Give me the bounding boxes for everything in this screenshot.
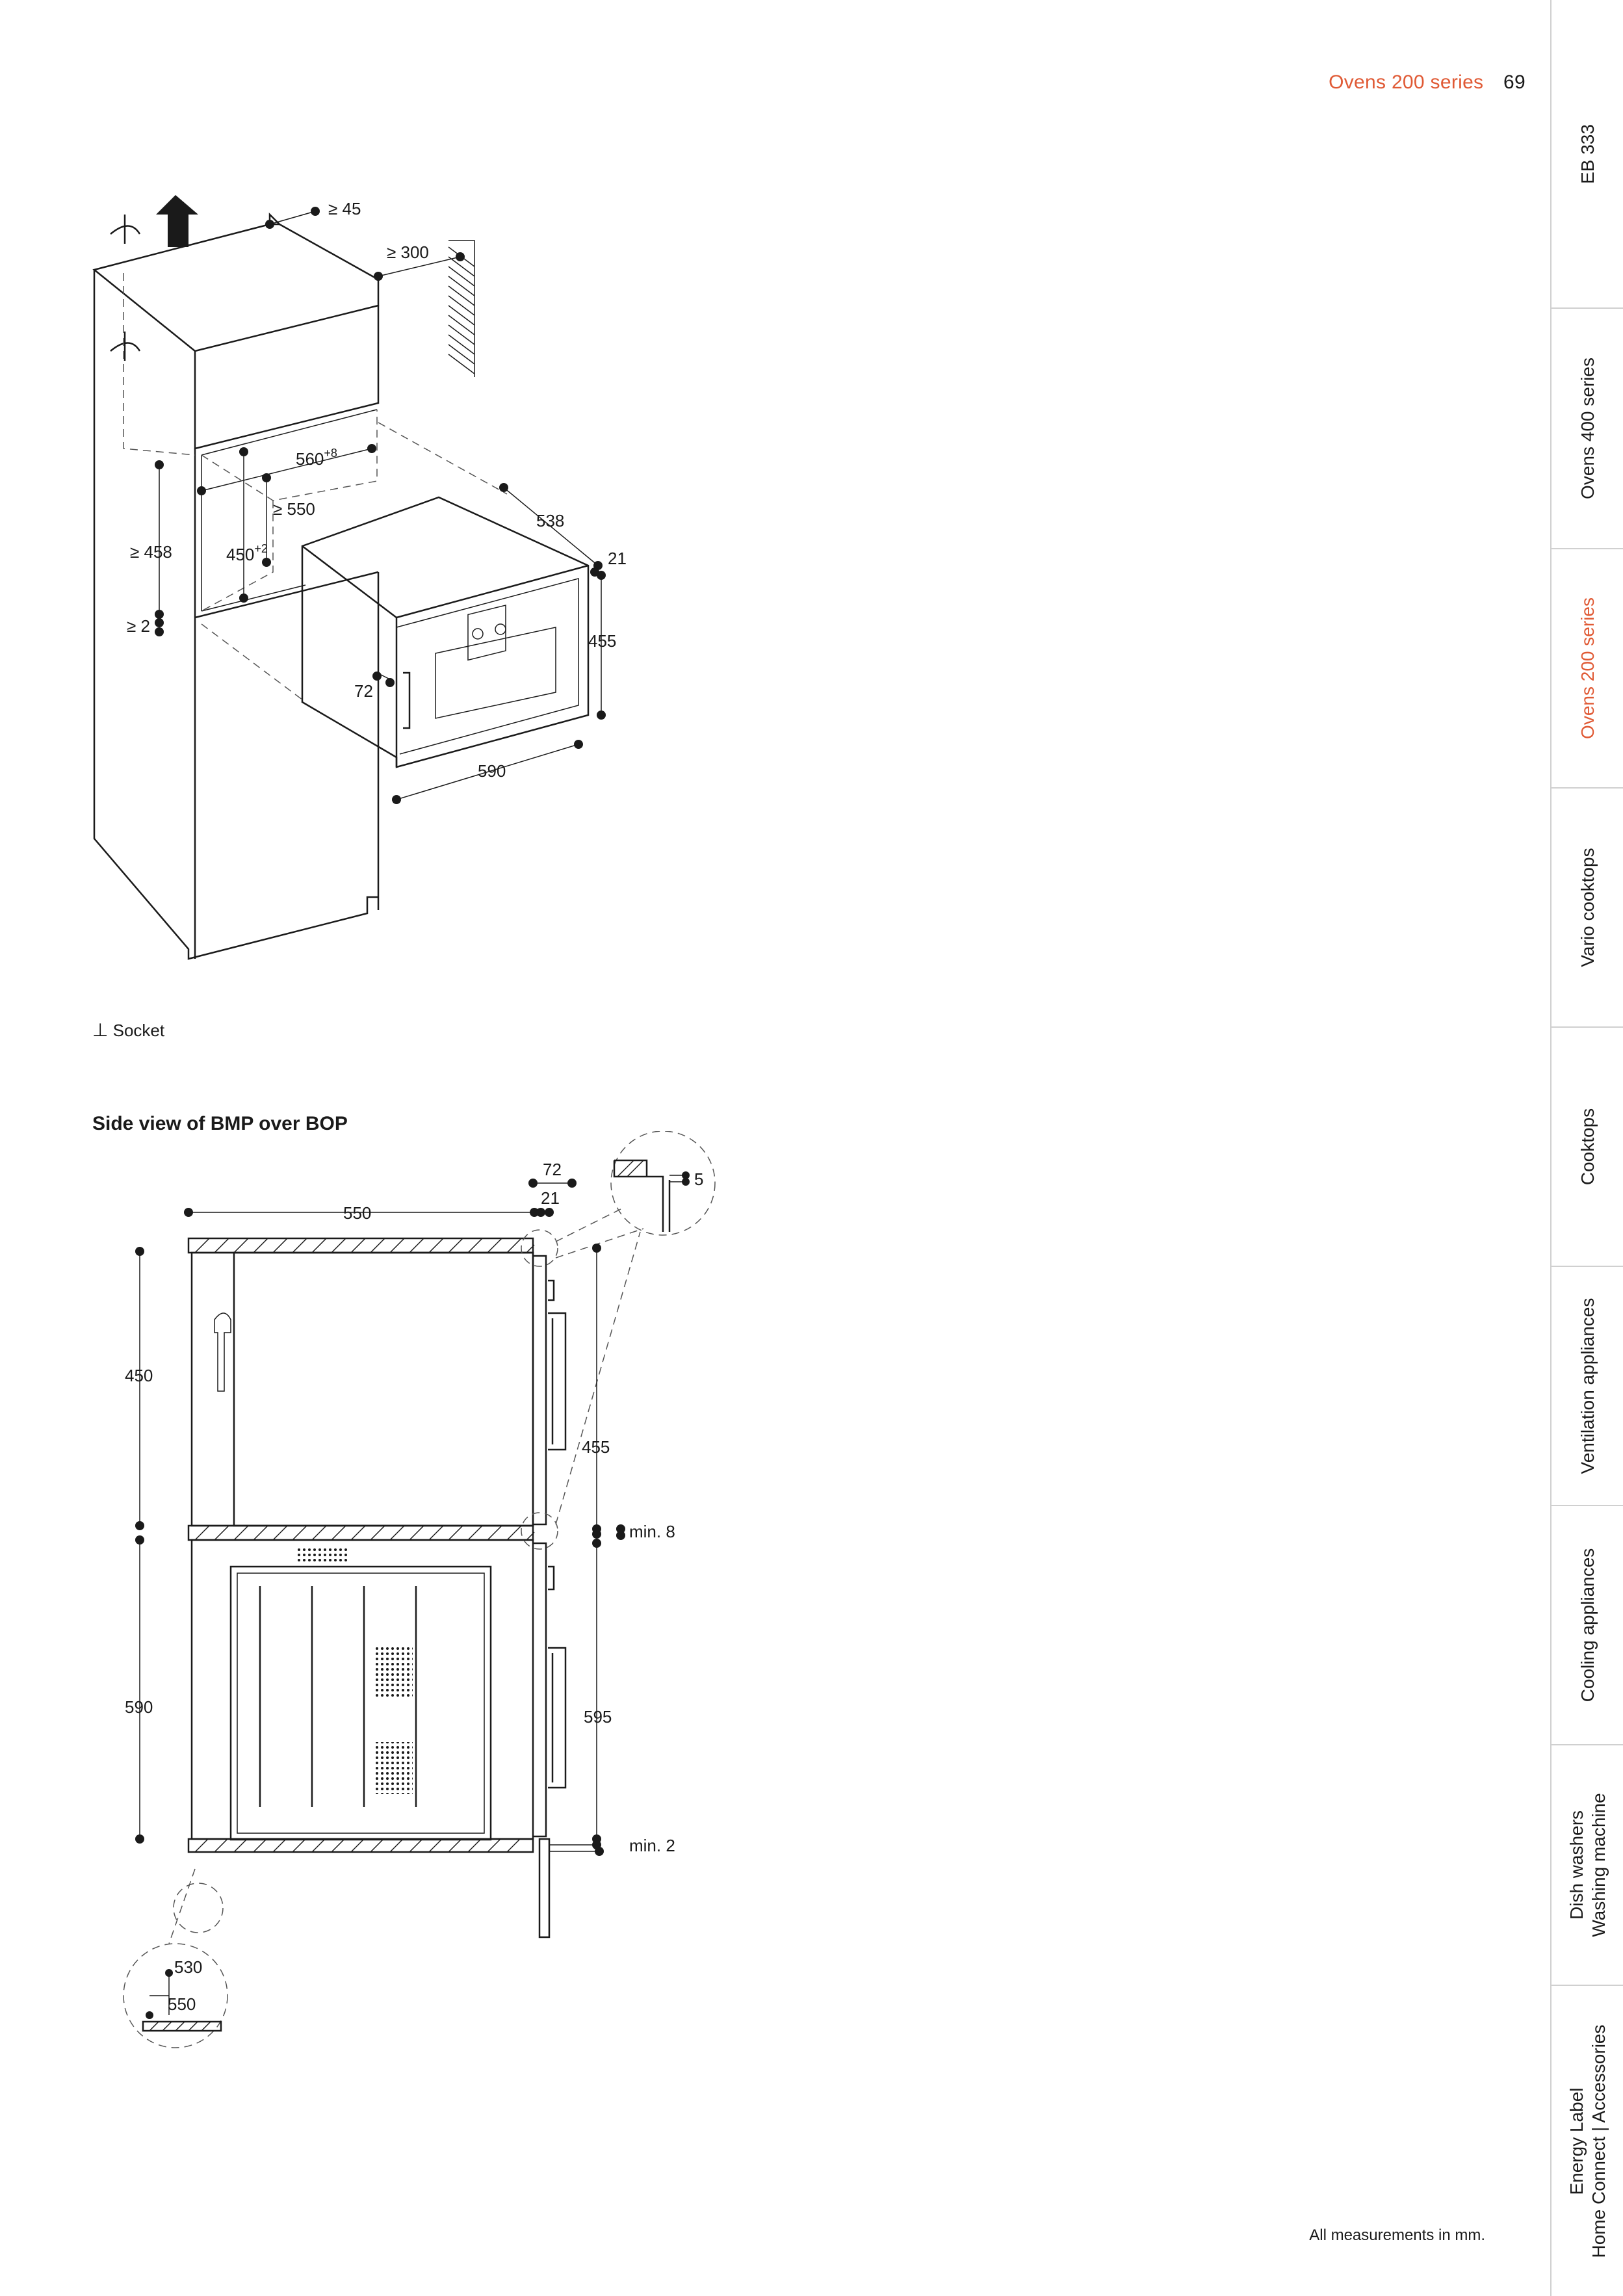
socket-icon: ⊥ bbox=[92, 1020, 109, 1040]
hatched-board-top bbox=[188, 1238, 534, 1253]
dim-21: 21 bbox=[608, 549, 627, 568]
dim-455: 455 bbox=[588, 631, 617, 651]
tab-cooktops[interactable] bbox=[1552, 1028, 1623, 1267]
installation-diagram bbox=[0, 0, 780, 1014]
socket-caption bbox=[92, 1019, 164, 1041]
tab-dish-washers[interactable] bbox=[1552, 1745, 1623, 1986]
tab-label: EB 333 bbox=[1578, 124, 1598, 184]
socket-icon bbox=[110, 215, 140, 244]
page-header bbox=[1329, 72, 1526, 94]
tab-label: Vario cooktops bbox=[1578, 848, 1598, 967]
dim-590: 590 bbox=[125, 1697, 153, 1717]
tab-cooling-appliances[interactable] bbox=[1552, 1506, 1623, 1745]
dim-min-8: min. 8 bbox=[629, 1522, 675, 1541]
tab-label-2: Washing machine bbox=[1589, 1793, 1609, 1937]
tab-label: Cooktops bbox=[1578, 1108, 1598, 1186]
oven-appliance bbox=[302, 497, 588, 767]
side-view-diagram bbox=[0, 1131, 780, 2054]
dim-458: ≥ 458 bbox=[130, 542, 172, 562]
tab-energy-label[interactable] bbox=[1552, 1986, 1623, 2296]
tab-label-2: Home Connect | Accessories bbox=[1589, 2024, 1609, 2258]
tab-label: Ovens 200 series bbox=[1578, 597, 1598, 739]
dim-72: 72 bbox=[543, 1160, 562, 1179]
dim-300: ≥ 300 bbox=[387, 242, 429, 262]
svg-text:560+8 bbox=[296, 447, 337, 469]
cabinet-outline bbox=[94, 224, 378, 351]
socket-icon bbox=[110, 332, 140, 361]
section-title: Ovens 200 series bbox=[1329, 72, 1484, 93]
tab-label: Dish washers bbox=[1566, 1810, 1587, 1920]
dim-450-tolerance: +2 bbox=[254, 542, 268, 555]
dim-min-2: min. 2 bbox=[629, 1836, 675, 1855]
dim-21: 21 bbox=[541, 1188, 560, 1208]
side-view-title: Side view of BMP over BOP bbox=[92, 1113, 348, 1134]
tab-label: Ovens 400 series bbox=[1578, 358, 1598, 499]
dim-450: 450 bbox=[125, 1366, 153, 1385]
hatched-board-bottom bbox=[188, 1839, 533, 1852]
sidebar-nav bbox=[1550, 0, 1623, 2296]
dim-455: 455 bbox=[582, 1437, 610, 1457]
dim-590: 590 bbox=[478, 761, 506, 781]
dim-560-tolerance: +8 bbox=[324, 447, 337, 460]
dim-550: 550 bbox=[343, 1203, 372, 1223]
hatched-board-middle bbox=[188, 1526, 534, 1540]
dim-45: ≥ 45 bbox=[328, 199, 361, 218]
dim-530: 530 bbox=[174, 1957, 203, 1977]
tab-vario-cooktops[interactable] bbox=[1552, 789, 1623, 1028]
dim-560: 560 bbox=[296, 449, 324, 469]
tab-ovens-400-series[interactable] bbox=[1552, 309, 1623, 549]
dim-5: 5 bbox=[694, 1169, 704, 1189]
dim-595: 595 bbox=[584, 1707, 612, 1727]
page-number: 69 bbox=[1503, 72, 1526, 93]
dim-2: ≥ 2 bbox=[127, 616, 150, 636]
tab-ovens-200-series[interactable] bbox=[1552, 549, 1623, 789]
dim-538: 538 bbox=[536, 511, 565, 530]
tab-eb-333[interactable] bbox=[1552, 0, 1623, 309]
tab-label: Cooling appliances bbox=[1578, 1548, 1598, 1702]
socket-label: Socket bbox=[112, 1021, 165, 1040]
tab-label: Ventilation appliances bbox=[1578, 1298, 1598, 1474]
tab-ventilation-appliances[interactable] bbox=[1552, 1267, 1623, 1506]
dim-450: 450 bbox=[226, 545, 255, 564]
dim-550-detail: 550 bbox=[168, 1994, 196, 2014]
dim-550: ≥ 550 bbox=[273, 499, 315, 519]
measurements-footnote: All measurements in mm. bbox=[1309, 2226, 1485, 2244]
tab-label: Energy Label bbox=[1566, 2087, 1587, 2195]
svg-text:450+2 bbox=[226, 542, 268, 564]
vent-grille bbox=[296, 1547, 413, 1794]
up-arrow-icon bbox=[156, 195, 198, 247]
dim-72: 72 bbox=[354, 681, 373, 701]
